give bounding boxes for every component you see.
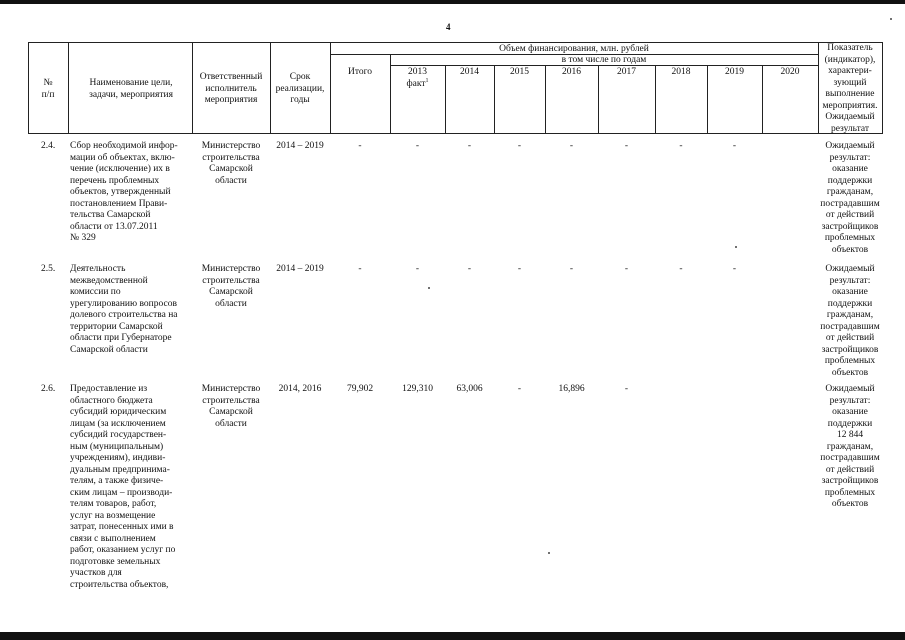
header-bottom-border: [28, 133, 882, 134]
row-2019: -: [732, 264, 737, 274]
row-result: Ожидаемый результат: оказание поддержки гражданам, пострадавшим от действий застройщиков проблемных объектов: [820, 141, 880, 255]
row-result: Ожидаемый результат: оказание поддержки 12 844 гражданам, пострадавшим от действий застройщиков проблемных объектов: [820, 384, 880, 509]
header-2013: 2013 факт$^1$: [406, 67, 429, 89]
table-top-border: [28, 42, 882, 43]
row-2017: -: [624, 141, 629, 151]
row-2014: -: [467, 141, 472, 151]
row-2013: -: [415, 264, 420, 274]
header-total: Итого: [347, 67, 373, 77]
row-2013: -: [415, 141, 420, 151]
col-border: [330, 42, 331, 134]
scan-speck: [890, 18, 892, 20]
row-num: 2.5.: [41, 264, 56, 274]
row-executor: Министерство строительства Самарской области: [201, 264, 261, 309]
header-2015: 2015: [510, 67, 529, 77]
row-name: Предоставление из областного бюджета субсидий юридическим лицам (за исключением субсидий государствен- ным (муниципальным) учреждениям), индиви- дуальным предпринима- телям, а также физиче- ским лицам – производи- телям товаров, работ, услуг на возмещение затрат, понесенных ими в связи с выполнением работ, оказанием услуг по подготовке земельных участков для строительства объектов,: [70, 384, 176, 590]
row-num: 2.4.: [41, 141, 56, 151]
page-number: 4: [446, 22, 451, 32]
header-by-years: в том числе по годам: [561, 55, 647, 65]
header-2020: 2020: [780, 67, 800, 77]
row-term: 2014 – 2019: [276, 264, 324, 274]
row-2017: -: [624, 384, 629, 394]
row-2014: 63,006: [456, 384, 483, 394]
col-border: [68, 42, 69, 134]
header-2017: 2017: [617, 67, 636, 77]
row-2018: -: [679, 264, 683, 274]
scan-speck: [428, 287, 430, 289]
row-num: 2.6.: [41, 384, 56, 394]
header-indicator: Показатель (индикатор), характери- зующий выполнение мероприятия. Ожидаемый результат: [822, 43, 878, 134]
row-2018: -: [679, 141, 683, 151]
row-name: Сбор необходимой инфор- мации об объектах, вклю- чение (исключение) их в перечень проблемных объектов, утвержденный постановлением Прави- тельства Самарской области от 13.07.2011 № 329: [70, 141, 178, 243]
header-2016: 2016: [562, 67, 581, 77]
row-total: -: [358, 264, 362, 274]
top-scan-border: [0, 0, 905, 4]
row-total: -: [358, 141, 362, 151]
header-executor: Ответственный исполнитель мероприятия: [199, 72, 263, 105]
col-border: [882, 42, 883, 134]
row-2019: -: [732, 141, 737, 151]
row-name: Деятельность межведомственной комиссии по урегулированию вопросов долевого строительства на территории Самарской области при Губернаторе Самарской области: [70, 264, 178, 355]
header-2019: 2019: [725, 67, 744, 77]
row-term: 2014 – 2019: [276, 141, 324, 151]
row-total: 79,902: [346, 384, 374, 394]
row-2014: -: [467, 264, 472, 274]
row-executor: Министерство строительства Самарской области: [201, 384, 261, 429]
row-2016: -: [569, 264, 574, 274]
scan-speck: [735, 246, 737, 248]
row-2016: -: [569, 141, 574, 151]
row-2015: -: [517, 384, 522, 394]
scan-speck: [548, 552, 550, 554]
row-term: 2014, 2016: [278, 384, 322, 394]
row-executor: Министерство строительства Самарской области: [201, 141, 261, 186]
row-2013: 129,310: [402, 384, 433, 394]
header-2014: 2014: [460, 67, 479, 77]
header-term: Срок реализации, годы: [275, 72, 325, 105]
header-name: Наименование цели, задачи, мероприятия: [89, 78, 173, 100]
row-2015: -: [517, 141, 522, 151]
row-2017: -: [624, 264, 629, 274]
bottom-scan-border: [0, 632, 905, 640]
row-result: Ожидаемый результат: оказание поддержки гражданам, пострадавшим от действий застройщиков проблемных объектов: [820, 264, 880, 378]
header-2018: 2018: [671, 67, 691, 77]
row-2015: -: [517, 264, 522, 274]
header-financing: Объем финансирования, млн. рублей: [499, 44, 649, 54]
header-num: № п/п: [41, 78, 55, 100]
row-2016: 16,896: [558, 384, 585, 394]
